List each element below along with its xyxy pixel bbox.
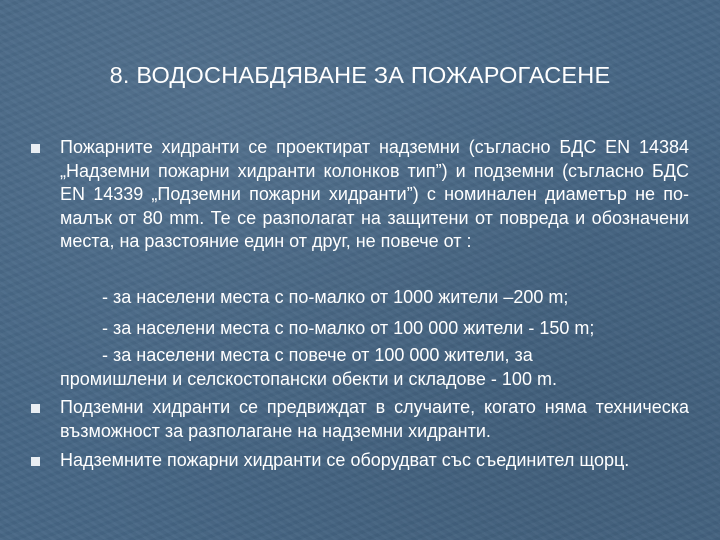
square-bullet-icon — [31, 404, 40, 413]
bullet-item-3 — [60, 449, 689, 473]
sub-item-continuation: промишлени и селскостопански обекти и складове - 100 m. — [60, 369, 557, 389]
sub-item-2: - за населени места с по-малко от 100 000 жители - 150 m; — [102, 318, 595, 338]
square-bullet-icon — [31, 144, 40, 153]
sub-item-1: - за населени места с по-малко от 1000 жители –200 m; — [102, 287, 569, 307]
bullet-text: Подземни хидранти се предвиждат в случаите, когато няма техническа възможност за разполагане на надземни хидранти. — [60, 397, 689, 441]
slide-title: 8. ВОДОСНАБДЯВАНЕ ЗА ПОЖАРОГАСЕНЕ — [109, 62, 611, 88]
bullet-text: Пожарните хидранти се проектират надземни (съгласно БДС EN 14384 „Надземни пожарни хидранти колонков тип”) и подземни (съгласно БДС EN 14339 „Подземни пожарни хидранти”) с номинален диаметър не по-малък от 80 mm. Те се разполагат на защитени от повреда и обозначени места, на разстояние един от друг, не повече от : — [60, 137, 689, 251]
bullet-text: Надземните пожарни хидранти се оборудват със съединител щорц. — [60, 450, 630, 470]
square-bullet-icon — [31, 457, 40, 466]
bullet-item-2 — [60, 396, 689, 443]
sub-item-3: - за населени места с повече от 100 000 жители, за — [102, 345, 533, 365]
bullet-item-1 — [60, 136, 689, 254]
